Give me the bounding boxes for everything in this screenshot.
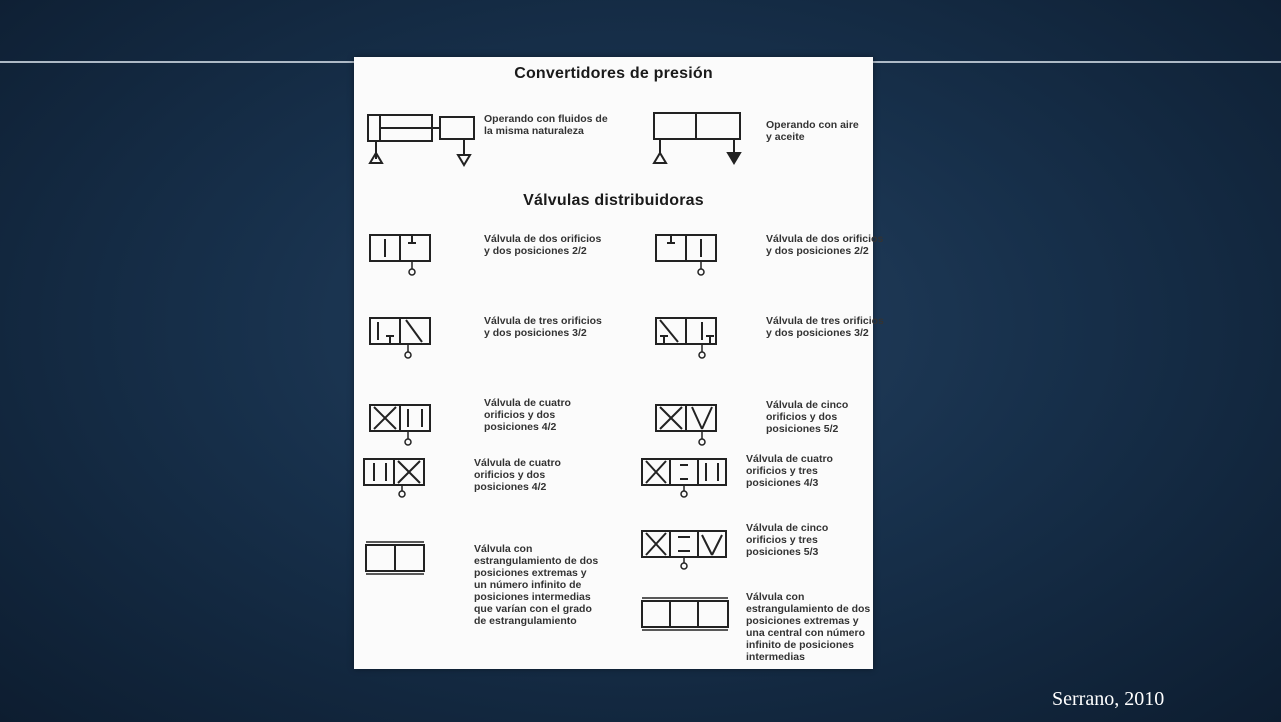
valve-4-3-right-symbol xyxy=(640,455,730,499)
valve-5-2-right-label: Válvula de cinco orificios y dos posiciones 5/2 xyxy=(766,399,849,435)
valve-4-2b-left-label: Válvula de cuatro orificios y dos posiciones 4/2 xyxy=(474,457,561,493)
section-title-pressure-converters: Convertidores de presión xyxy=(514,65,713,82)
valve-4-2b-left-symbol xyxy=(362,455,432,499)
converter-same-fluid-symbol xyxy=(364,109,484,171)
valve-2-2-left-symbol xyxy=(368,229,438,279)
valve-3-2-left-symbol xyxy=(368,312,438,362)
valve-4-3-right-label: Válvula de cuatro orificios y tres posiciones 4/3 xyxy=(746,453,833,489)
valve-5-3-right-symbol xyxy=(640,527,730,571)
valve-2-2-right-symbol xyxy=(654,229,724,279)
valve-3-2-right-symbol xyxy=(654,312,724,362)
section-title-directional-valves: Válvulas distribuidoras xyxy=(523,192,704,209)
citation-credit: Serrano, 2010 xyxy=(1052,688,1165,710)
valve-3-2-right-label: Válvula de tres orificios y dos posiciones 3/2 xyxy=(766,315,884,339)
valve-4-2-left-symbol xyxy=(368,399,438,449)
converter-same-fluid-label: Operando con fluidos de la misma naturaleza xyxy=(484,113,608,137)
valve-3-2-left-label: Válvula de tres orificios y dos posiciones 3/2 xyxy=(484,315,602,339)
valve-5-3-right-label: Válvula de cinco orificios y tres posiciones 5/3 xyxy=(746,522,829,558)
valve-5-2-right-symbol xyxy=(654,399,724,449)
throttle-valve-right-label: Válvula con estrangulamiento de dos posiciones extremas y una central con número infinito de posiciones intermedias xyxy=(746,591,871,663)
valve-2-2-left-label: Válvula de dos orificios y dos posiciones 2/2 xyxy=(484,233,602,257)
symbol-sheet xyxy=(354,57,884,669)
throttle-valve-left-symbol xyxy=(364,541,428,575)
throttle-valve-left-label: Válvula con estrangulamiento de dos posiciones extremas y un número infinito de posiciones intermedias que varían con el grado de estrangulamiento xyxy=(474,543,599,627)
valve-4-2-left-label: Válvula de cuatro orificios y dos posiciones 4/2 xyxy=(484,397,571,433)
converter-air-oil-label: Operando con aire y aceite xyxy=(766,119,859,143)
converter-air-oil-symbol xyxy=(650,109,750,171)
throttle-valve-right-symbol xyxy=(640,597,732,631)
valve-2-2-right-label: Válvula de dos orificios y dos posiciones 2/2 xyxy=(766,233,884,257)
